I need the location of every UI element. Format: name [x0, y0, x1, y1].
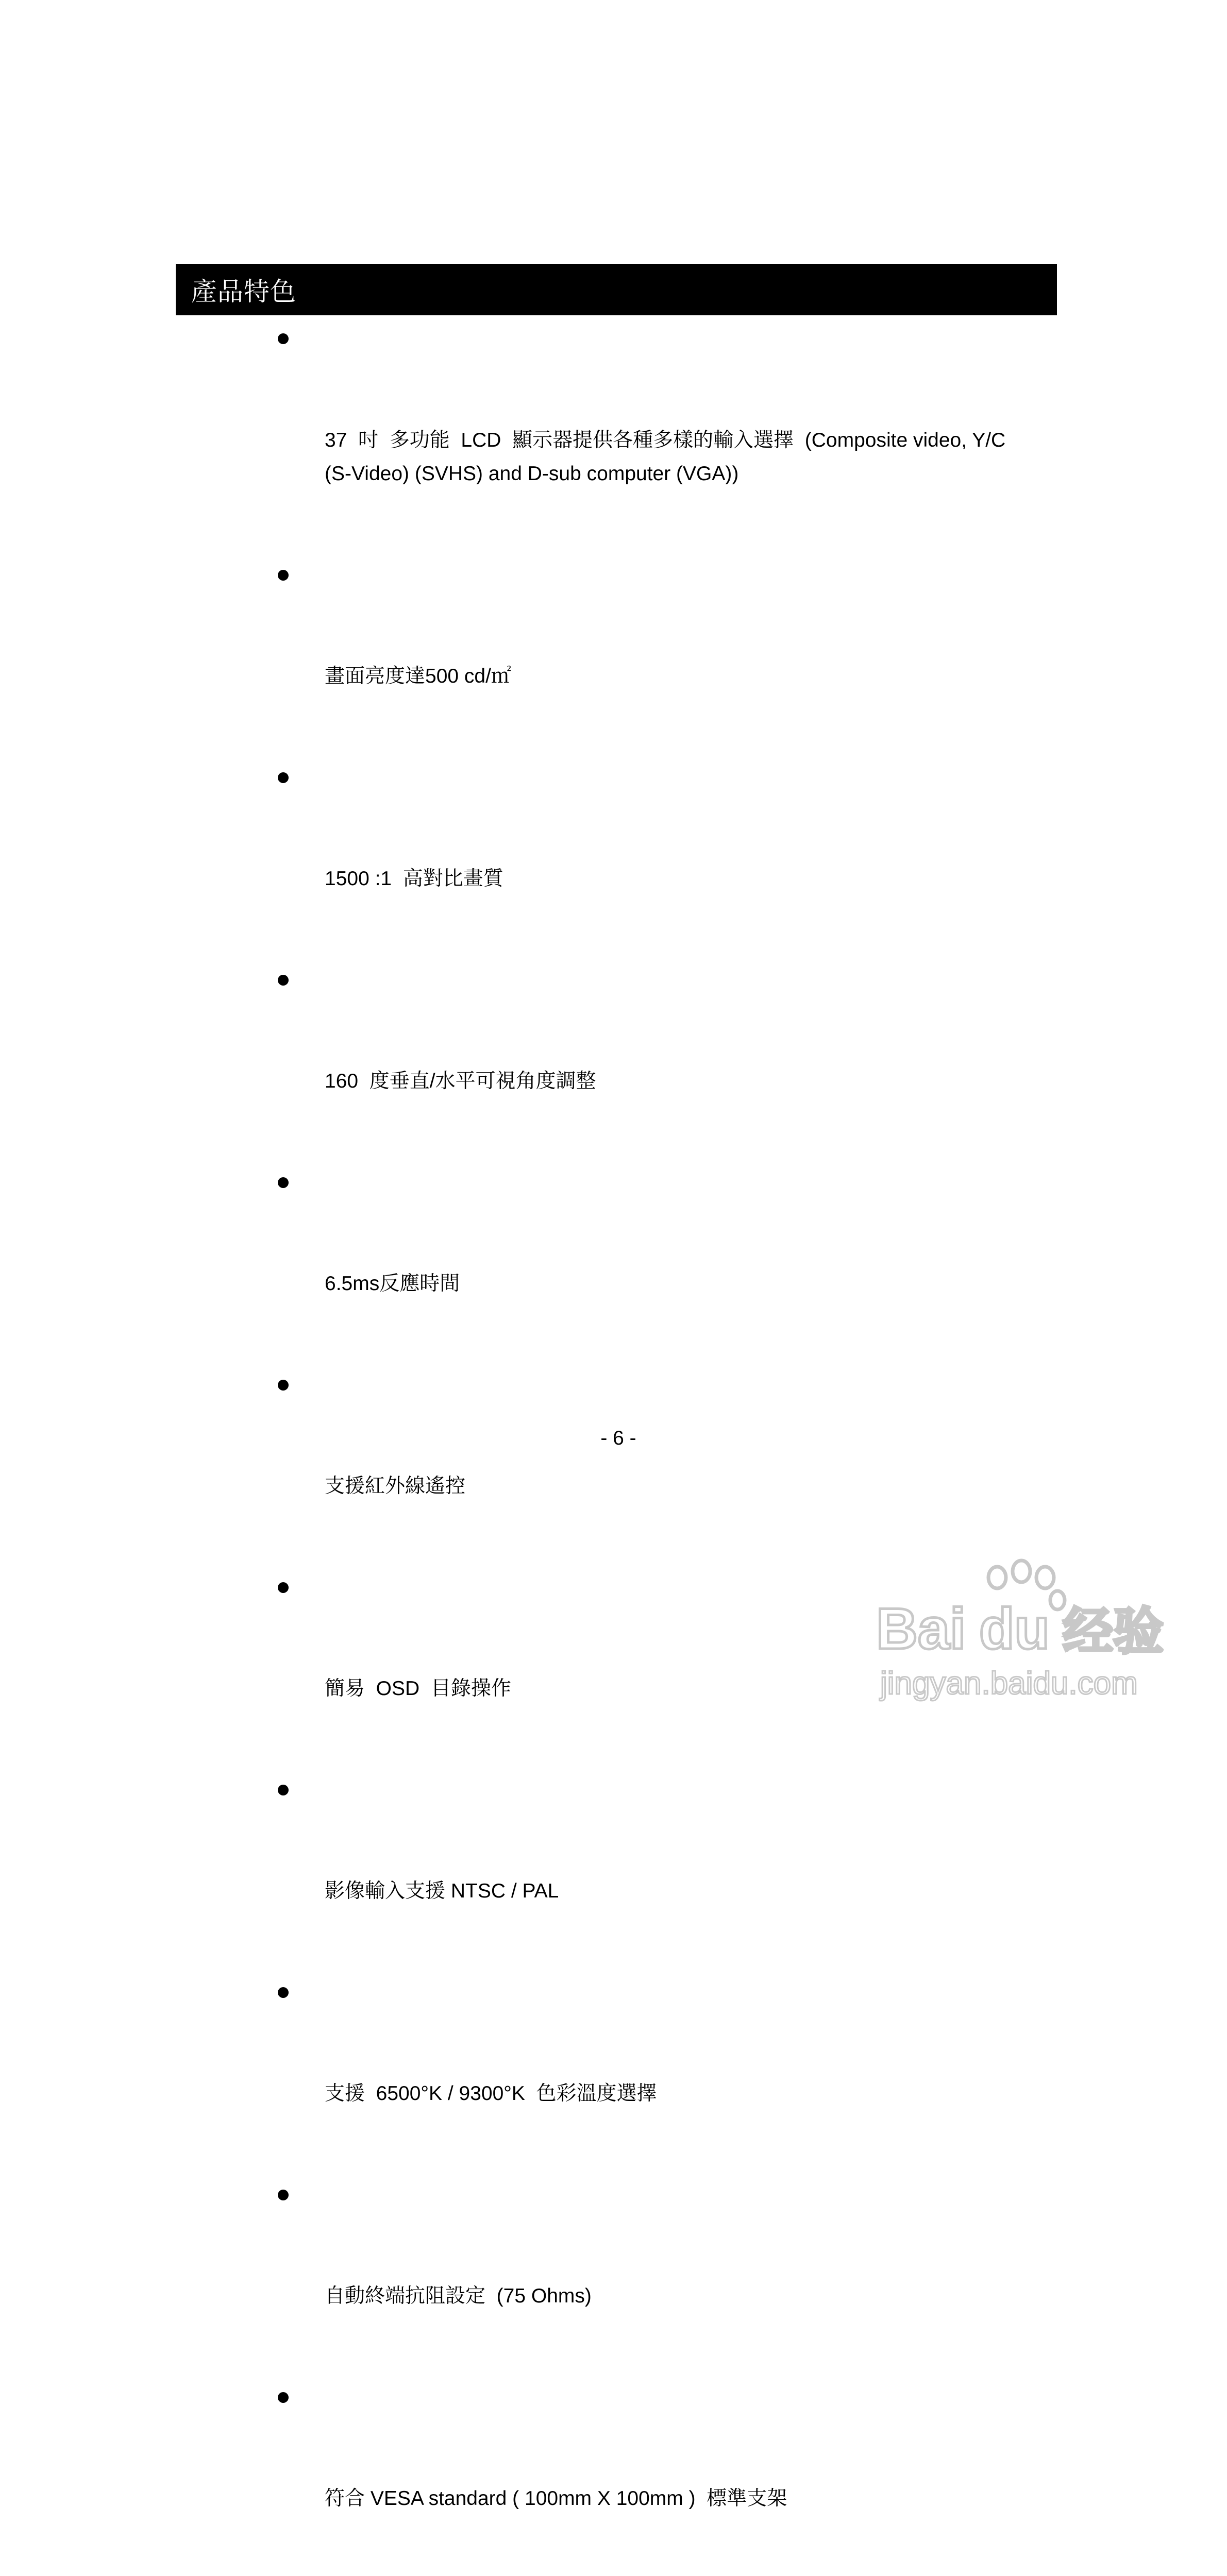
- bullet-icon: [278, 2392, 289, 2403]
- feature-text: 6.5ms反應時間: [325, 1267, 1036, 1301]
- feature-text: 160 度垂直/水平可視角度調整: [325, 1064, 1036, 1098]
- feature-text: 37 吋 多功能 LCD 顯示器提供各種多樣的輸入選擇 (Composite video, Y/C (S-Video) (SVHS) and D-sub computer (VGA)): [325, 423, 1036, 491]
- list-item: [273, 1368, 1036, 1571]
- list-item: [273, 761, 1036, 963]
- feature-text: 支援 6500°K / 9300°K 色彩溫度選擇: [325, 2077, 1036, 2111]
- list-item: [273, 963, 1036, 1166]
- watermark-brand: Bai: [876, 1597, 966, 1661]
- bullet-icon: [278, 333, 289, 344]
- feature-text: 1500 :1 高對比畫質: [325, 862, 1036, 896]
- list-item: [273, 1166, 1036, 1368]
- feature-text: 自動終端抗阻設定 (75 Ohms): [325, 2279, 1036, 2313]
- feature-text: 影像輸入支援 NTSC / PAL: [325, 1874, 1036, 1908]
- bullet-icon: [278, 1380, 289, 1391]
- bullet-icon: [278, 570, 289, 581]
- section-header: [176, 264, 1057, 315]
- watermark-url: jingyan.baidu.com: [879, 1666, 1138, 1701]
- bullet-icon: [278, 772, 289, 783]
- list-item: [273, 322, 1036, 558]
- page-number: - 6 -: [562, 1427, 675, 1450]
- bullet-icon: [278, 975, 289, 986]
- baidu-jingyan-watermark: [871, 1556, 1170, 1705]
- bullet-icon: [278, 1582, 289, 1593]
- list-item: [273, 1773, 1036, 1976]
- bullet-icon: [278, 2190, 289, 2200]
- list-item: [273, 1976, 1036, 2178]
- feature-text: 支援紅外線遙控: [325, 1469, 1036, 1503]
- watermark-brand-suffix: du: [979, 1597, 1050, 1661]
- section-title: 產品特色: [191, 271, 296, 308]
- bullet-icon: [278, 1177, 289, 1188]
- list-item: [273, 558, 1036, 761]
- watermark-label: 经验: [1063, 1602, 1164, 1661]
- list-item: [273, 2381, 1036, 2576]
- feature-text: 簡易 OSD 目錄操作: [325, 1672, 1036, 1706]
- bullet-icon: [278, 1785, 289, 1795]
- feature-text: 符合 VESA standard ( 100mm X 100mm ) 標準支架: [325, 2482, 1036, 2516]
- bullet-icon: [278, 1987, 289, 1998]
- list-item: [273, 2178, 1036, 2381]
- feature-text: 畫面亮度達500 cd/㎡: [325, 659, 1036, 693]
